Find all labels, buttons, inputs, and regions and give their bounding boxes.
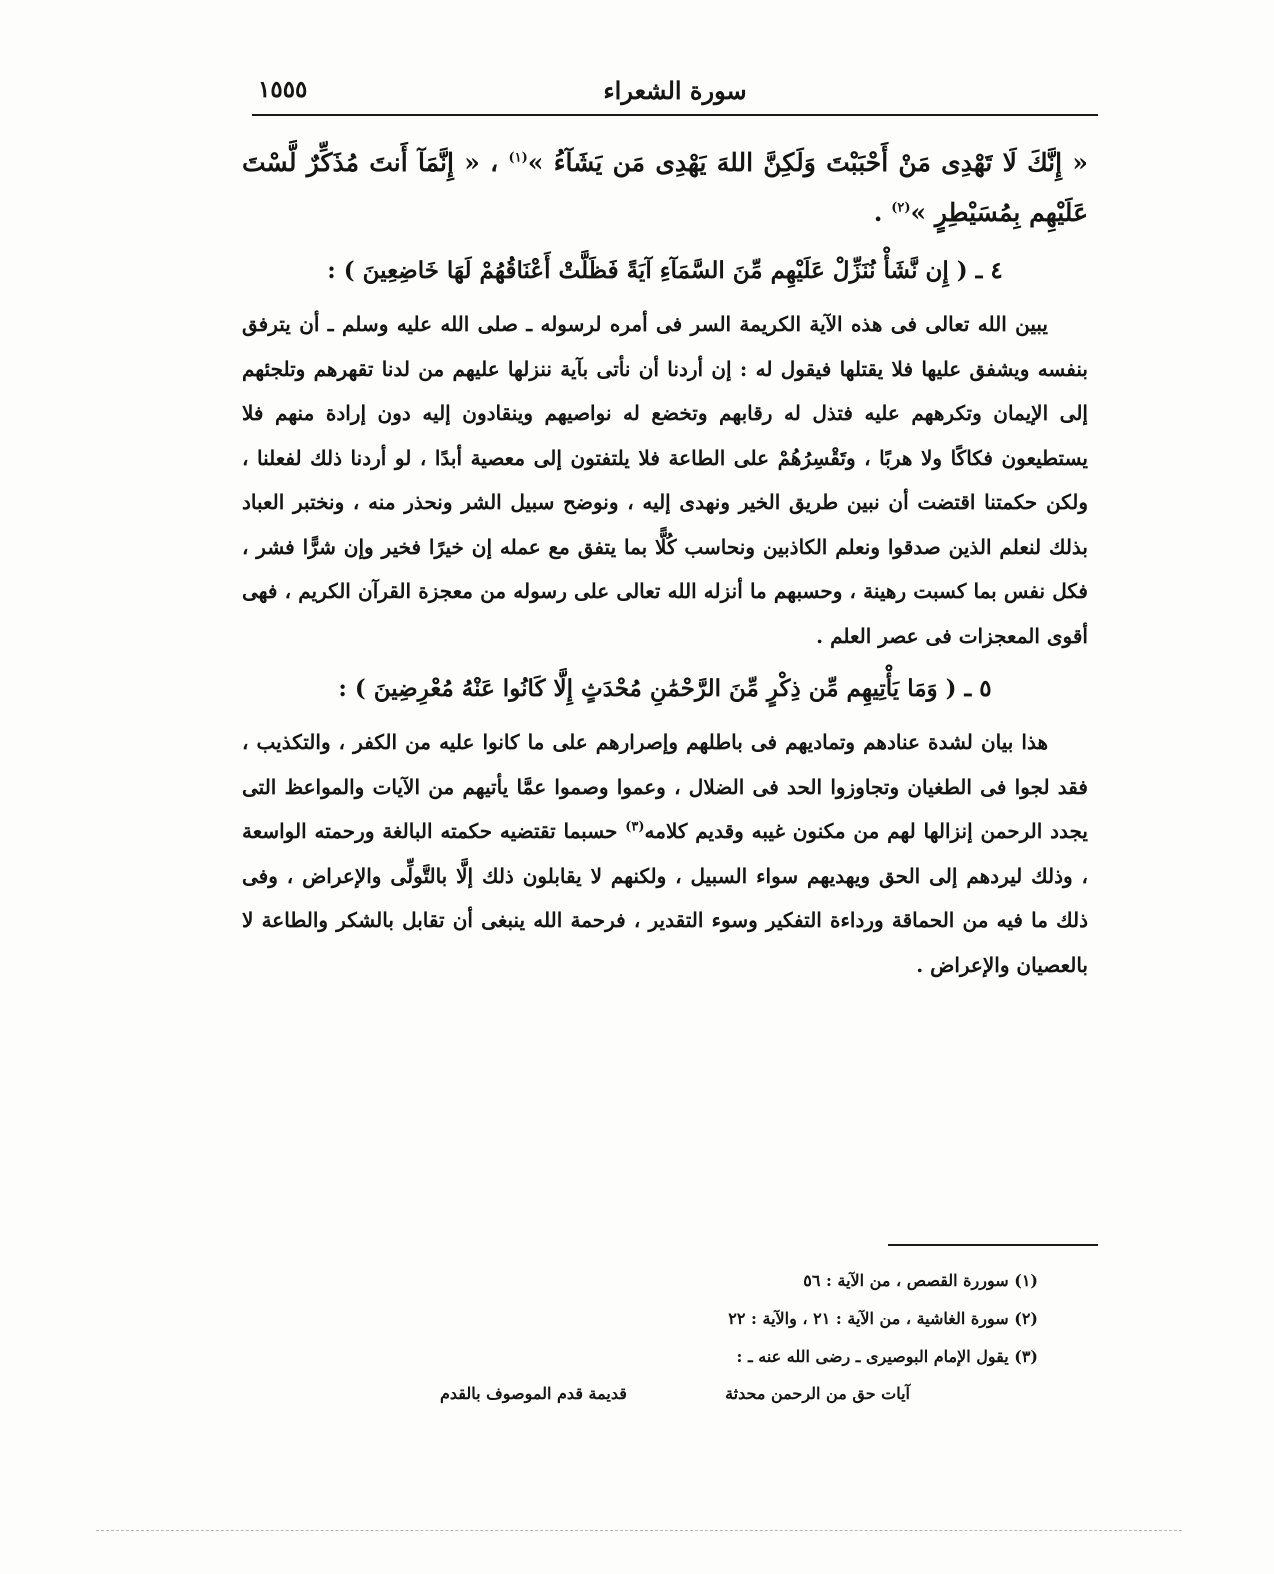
footnote-2: (٢) سورة الغاشية ، من الآية : ٢١ ، والآية : ٢٢ bbox=[728, 1309, 1038, 1328]
poem-hemistich-1: آيات حق من الرحمن محدثة bbox=[725, 1384, 910, 1403]
page-number: ١٥٥٥ bbox=[258, 76, 308, 103]
footnote-ref-2: (٢) bbox=[891, 200, 911, 216]
verse-4-heading: ٤ ـ ( إِن نَّشَأْ نُنَزِّلْ عَلَيْهِم مِّنَ السَّمَآءِ آيَةً فَظَلَّتْ أَعْنَاقُهُمْ لَهَا خَاضِعِينَ ) : bbox=[327, 257, 1003, 284]
verse-4-commentary: يبين الله تعالى فى هذه الآية الكريمة السر فى أمره لرسوله ـ صلى الله عليه وسلم ـ أن يترفق بنفسه ويشفق عليها فلا يقتلها فيقول له : إن أردنا أن نأتى بآية ننزلها عليهم من لدنا تقهرهم وتلجئهم إلى الإيمان وتكرههم عليه فتذل له رقابهم وتخضع له نواصيهم وينقادون إليه دون إرادة منهم فلا يستطيعون فكاكًا ولا هربًا ، وتَقْسِرُهُمْ على الطاعة فلا يلتفتون إلى معصية أبدًا ، لو أردنا ذلك لفعلنا ، ولكن حكمتنا اقتضت أن نبين طريق الخير ونهدى إليه ، ونوضح سبيل الشر ونحذر منه ، ونختبر العباد بذلك لنعلم الذين صدقوا ونعلم الكاذبين ونحاسب كُلًّا بما يتفق مع عمله إن خيرًا فخير وإن شرًّا فشر ، فكل نفس بما كسبت رهينة ، وحسبهم ما أنزله الله تعالى على رسوله من معجزة القرآن الكريم ، فهى أقوى المعجزات فى عصر العلم . bbox=[242, 312, 1089, 648]
header-divider bbox=[252, 114, 1098, 116]
footnote-divider bbox=[888, 1244, 1098, 1246]
verse-5-heading: ٥ ـ ( وَمَا يَأْتِيهِم مِّن ذِكْرٍ مِّنَ الرَّحْمَٰنِ مُحْدَثٍ إِلَّا كَانُوا عَنْهُ مُعْرِضِينَ ) : bbox=[338, 675, 992, 702]
footnote-ref-1: (١) bbox=[508, 150, 528, 166]
verse-quote-b: « إِنَّمَآ أَنتَ مُذَكِّرٌ لَّسْتَ عَلَيْهِم بِمُسَيْطِرٍ » bbox=[242, 148, 1088, 227]
footnote-1: (١) سوررة القصص ، من الآية : ٥٦ bbox=[803, 1271, 1038, 1290]
page-header bbox=[252, 72, 1098, 112]
verse-quote-a: « إِنَّكَ لَا تَهْدِى مَنْ أَحْبَبْتَ وَلَكِنَّ اللهَ يَهْدِى مَن يَشَآءُ » bbox=[527, 148, 1088, 177]
verse-5-commentary bbox=[242, 720, 1088, 987]
verse-5-commentary-part-a: هذا بيان لشدة عنادهم وتماديهم فى باطلهم وإصرارهم على ما كانوا عليه من الكفر ، والتكذيب ، فقد لجوا فى الطغيان وتجاوزوا الحد فى الضلال ، وعموا وصموا عمَّا يأتيهم من الآيات والمواعظ التى يجدد الرحمن إنزالها لهم من مكنون غيبه وقديم كلامه bbox=[242, 730, 1089, 843]
main-text bbox=[242, 138, 1088, 987]
verse-end: . bbox=[873, 198, 892, 227]
footnote-3: (٣) يقول الإمام البوصيرى ـ رضى الله عنه ـ : bbox=[736, 1347, 1038, 1366]
intro-verses bbox=[242, 138, 1088, 238]
verse-5-commentary-part-b: حسبما تقتضيه حكمته البالغة ورحمته الواسعة ، وذلك ليردهم إلى الحق ويهديهم سواء السبيل ، ولكنهم لا يقابلون ذلك إلَّا بالتَّولِّى والإعراض ، وفى ذلك ما فيه من الحماقة ورداءة التفكير وسوء التقدير ، فرحمة الله ينبغى أن تقابل بالشكر والطاعة لا بالعصيان والإعراض . bbox=[242, 819, 1088, 977]
verse-separator: ، bbox=[479, 148, 509, 177]
scan-edge-line bbox=[96, 1530, 1182, 1531]
poem-hemistich-2: قديمة قدم الموصوف بالقدم bbox=[440, 1384, 627, 1403]
surah-title: سورة الشعراء bbox=[603, 76, 747, 105]
footnotes bbox=[560, 1262, 1038, 1376]
footnote-ref-3: (٣) bbox=[625, 819, 645, 835]
